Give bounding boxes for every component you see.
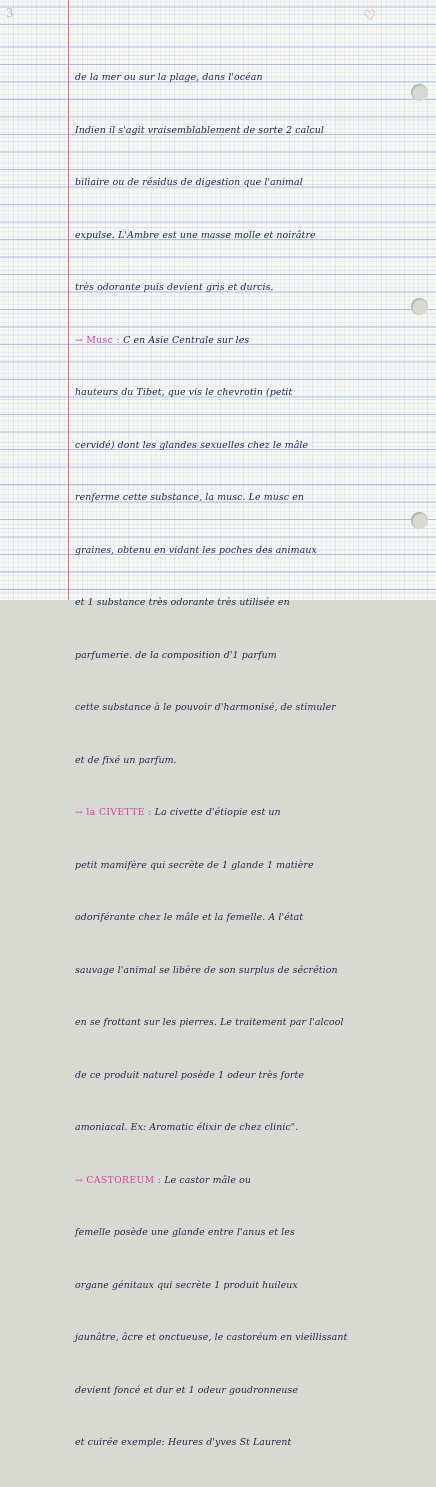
handwritten-notes (75, 34, 407, 1487)
note-line: biliaire ou de résidus de digestion que l'animal (75, 177, 303, 188)
note-line: et cuirée exemple: Heures d'yves St Laurent (75, 1437, 292, 1448)
note-line-heading: → CASTOREUM : Le castor mâle ou (75, 1174, 251, 1186)
note-line-heading: → la CIVETTE : La civette d'étiopie est un (75, 807, 281, 818)
note-line: odoriférante chez le mâle et la femelle. A l'état (75, 912, 304, 923)
note-line: très odorante puis devient gris et durcis. (75, 282, 274, 293)
note-line: cervidé) dont les glandes sexuelles chez le mâle (75, 439, 309, 451)
note-line: jaunâtre, âcre et onctueuse, le castoréum en vieillissant (75, 1332, 348, 1343)
note-line: expulse. L'Ambre est une masse molle et noirâtre (75, 229, 316, 241)
note-line: parfumerie. de la composition d'1 parfum (75, 649, 277, 661)
punch-hole (411, 298, 428, 315)
margin-line (68, 0, 69, 600)
note-line: petit mamifère qui secrète de 1 glande 1 matière (75, 859, 314, 871)
note-line: organe génitaux qui secrète 1 produit huileux (75, 1279, 298, 1291)
heart-icon: ♡ (363, 8, 378, 25)
punch-hole (411, 512, 428, 529)
note-line: en se frottant sur les pierres. Le traitement par l'alcool (75, 1017, 344, 1028)
note-line: devient foncé et dur et 1 odeur goudronneuse (75, 1384, 299, 1396)
note-line: femelle posède une glande entre l'anus et les (75, 1227, 295, 1238)
note-line: Indien il s'agit vraisemblablement de sorte 2 calcul (75, 124, 325, 136)
note-line: et de fixé un parfum. (75, 754, 177, 766)
page-number: 3 (5, 5, 15, 21)
note-line: de ce produit naturel posède 1 odeur très forte (75, 1069, 305, 1081)
note-line: cette substance à le pouvoir d'harmonisé, de stimuler (75, 702, 336, 713)
note-line: renferme cette substance, la musc. Le musc en (75, 492, 304, 503)
note-line: graines, obtenu en vidant les poches des animaux (75, 544, 317, 556)
section-heading-castoreum: → CASTOREUM : (75, 1174, 162, 1186)
section-heading-civette: → la CIVETTE : (75, 807, 152, 818)
note-line: de la mer ou sur la plage, dans l'océan (75, 72, 263, 83)
note-line: et 1 substance très odorante très utilisée en (75, 597, 290, 608)
punch-hole (411, 84, 428, 101)
note-line: sauvage l'animal se libère de son surplus de sécrétion (75, 964, 338, 976)
note-line-heading: → Musc : C en Asie Centrale sur les (75, 334, 250, 346)
note-line: amoniacal. Ex: Aromatic élixir de chez clinic". (75, 1122, 299, 1133)
section-heading-musc: → Musc : (75, 334, 121, 346)
note-line: hauteurs du Tibet, que vis le chevrotin (petit (75, 387, 293, 398)
